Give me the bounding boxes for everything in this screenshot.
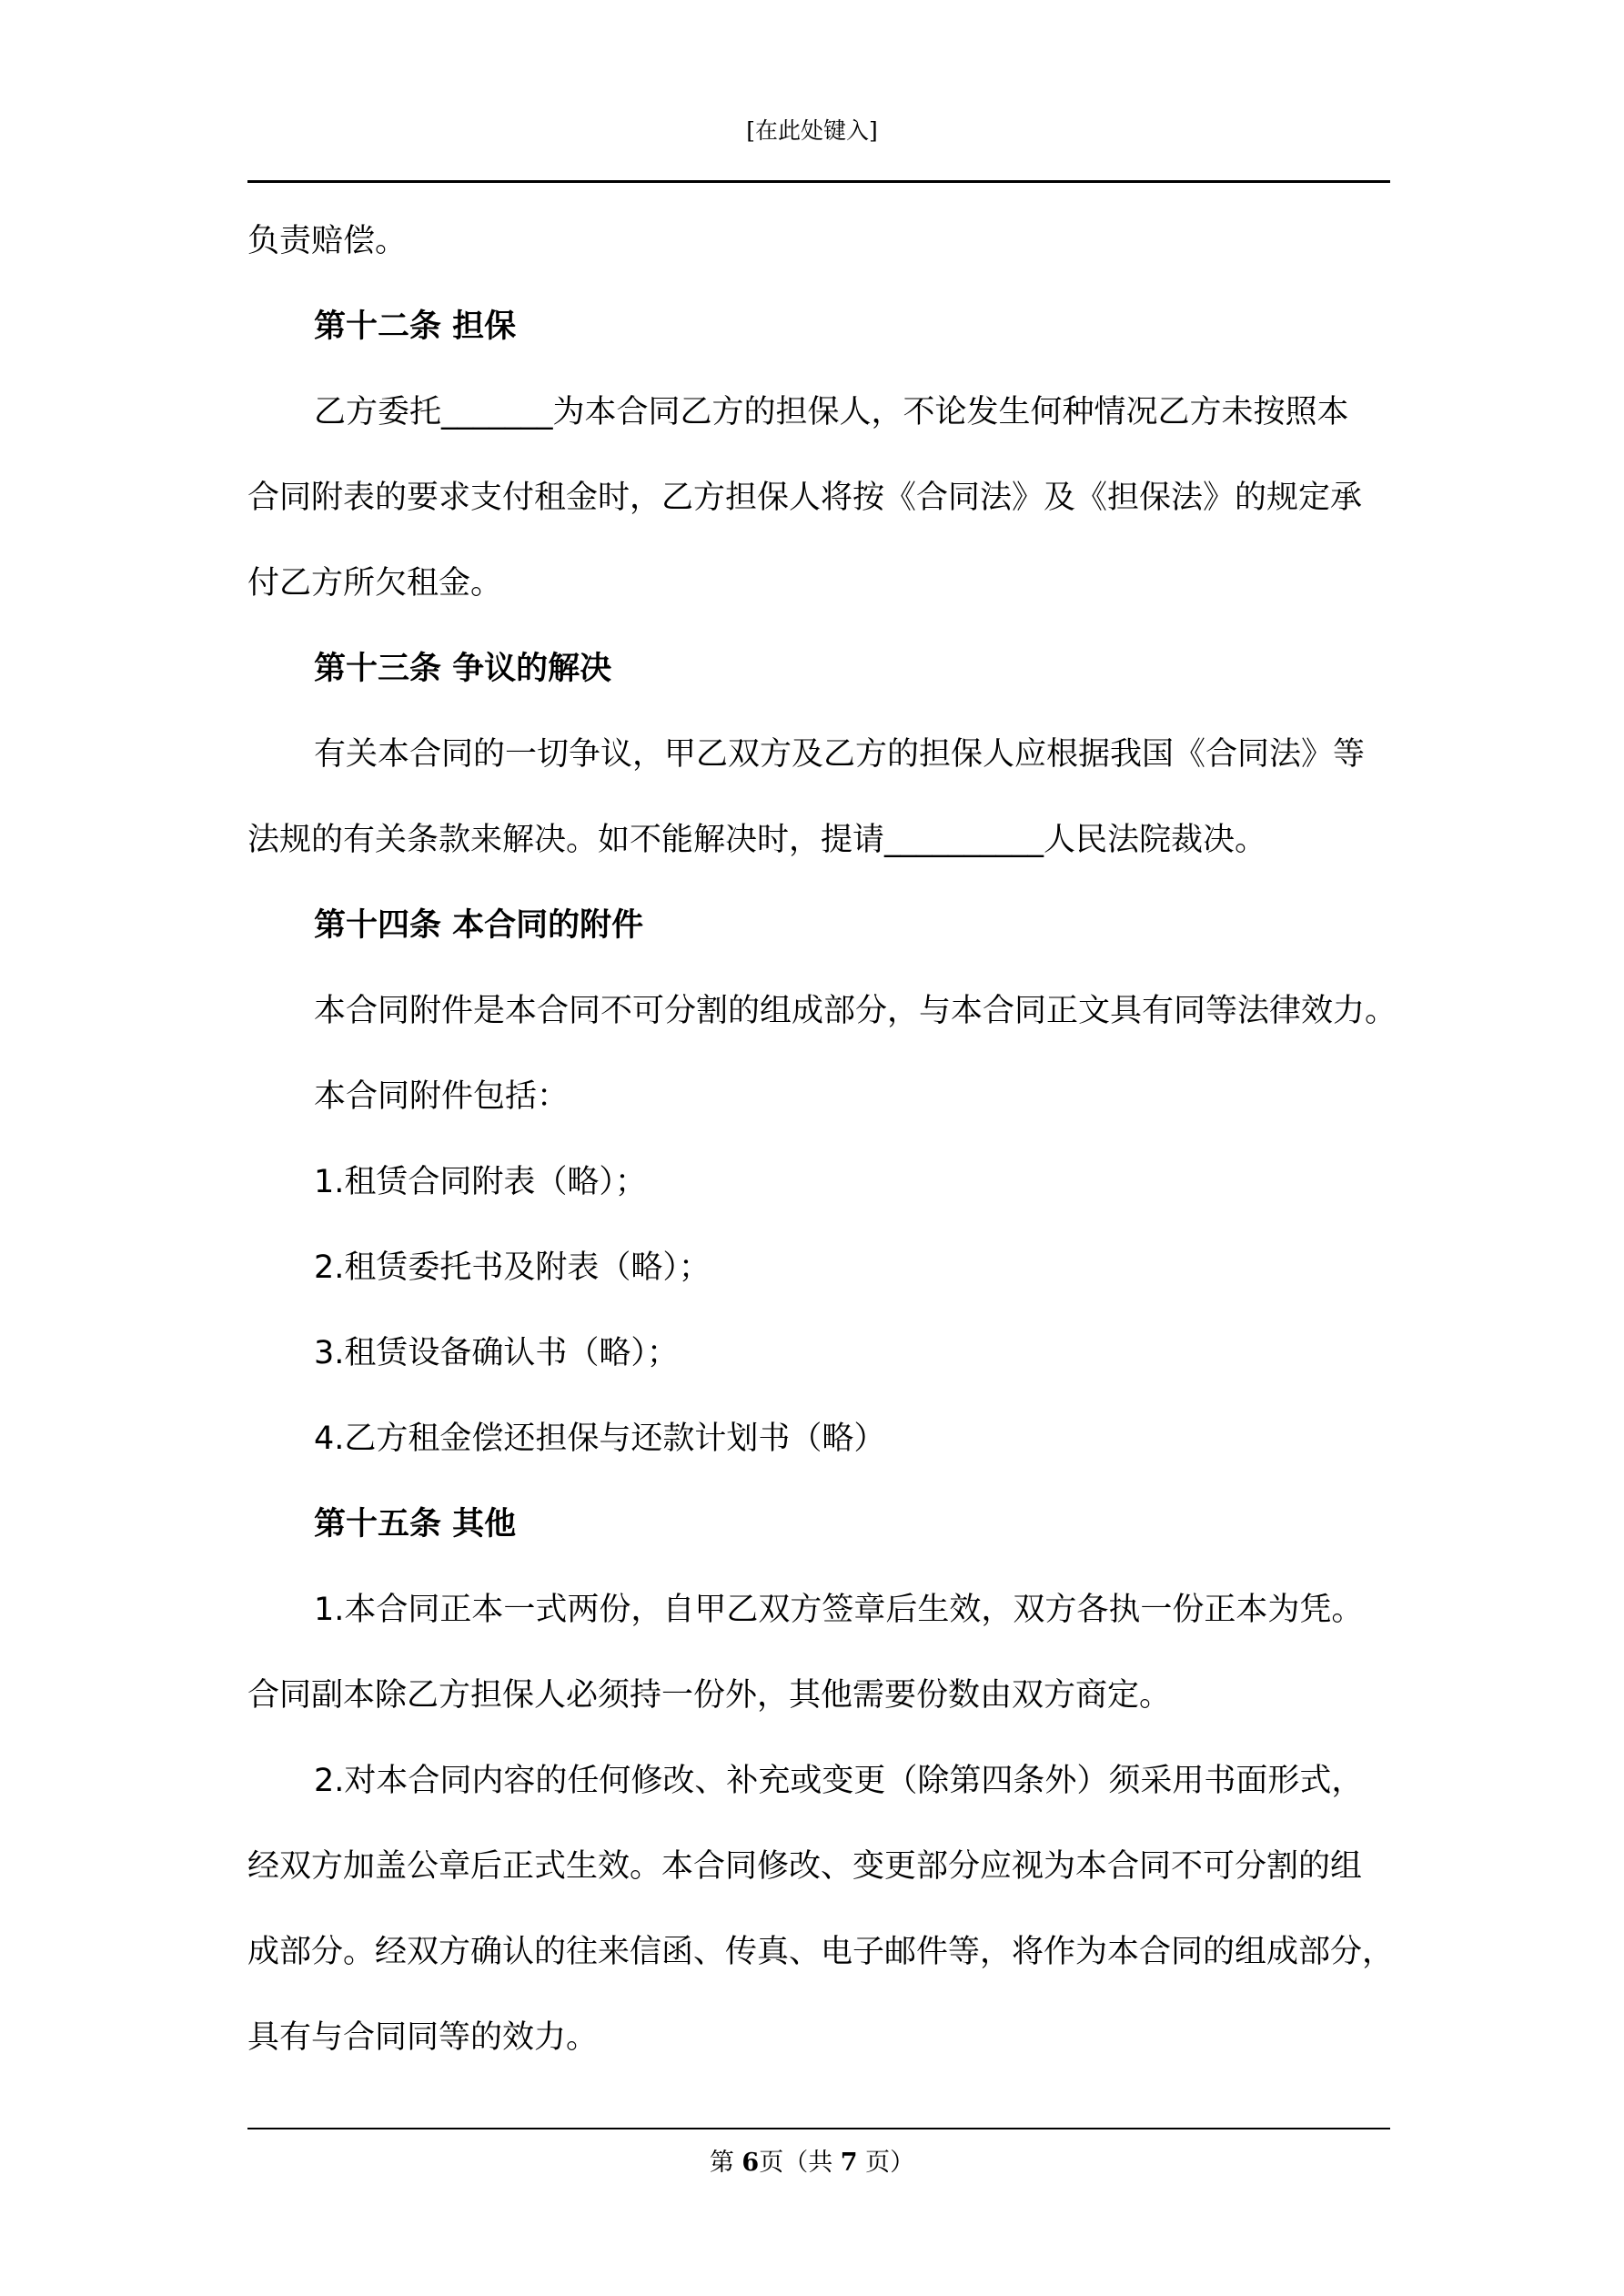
paragraph-line: 具有与合同同等的效力。 [247,2019,599,2056]
paragraph-line: 经双方加盖公章后正式生效。本合同修改、变更部分应视为本合同不可分割的组 [247,1848,1363,1885]
article-14-heading: 第十四条 本合同的附件 [314,907,644,944]
paragraph-line: 乙方委托_______为本合同乙方的担保人，不论发生何种情况乙方未按照本 [314,394,1349,430]
paragraph-line: 本合同附件是本合同不可分割的组成部分，与本合同正文具有同等法律效力。 [314,993,1397,1029]
page-header: [在此处键入] [746,117,878,144]
paragraph-line: 合同附表的要求支付租金时，乙方担保人将按《合同法》及《担保法》的规定承 [247,480,1363,516]
list-item: 4.乙方租金偿还担保与还款计划书（略） [314,1421,886,1457]
paragraph-line: 付乙方所欠租金。 [247,565,503,602]
footer-suffix: 页） [857,2149,915,2177]
paragraph-line: 负责赔偿。 [247,223,408,259]
footer-prefix: 第 [709,2149,742,2177]
paragraph-line: 法规的有关条款来解决。如不能解决时，提请__________人民法院裁决。 [247,822,1267,858]
footer-middle: 页（共 [759,2149,841,2177]
page-number: 6 [741,2149,760,2177]
document-body [247,209,1421,2091]
list-item: 1.租赁合同附表（略）； [314,1164,647,1200]
paragraph-line: 有关本合同的一切争议，甲乙双方及乙方的担保人应根据我国《合同法》等 [314,736,1366,773]
article-15-heading: 第十五条 其他 [314,1506,517,1542]
page-total: 7 [840,2149,858,2177]
list-item: 3.租赁设备确认书（略）； [314,1335,679,1371]
article-12-heading: 第十二条 担保 [314,308,517,345]
header-divider [247,180,1390,183]
paragraph-line: 2.对本合同内容的任何修改、补充或变更（除第四条外）须采用书面形式， [314,1763,1364,1799]
paragraph-line: 本合同附件包括： [314,1078,570,1115]
paragraph-line: 成部分。经双方确认的往来信函、传真、电子邮件等，将作为本合同的组成部分， [247,1934,1395,1970]
paragraph-line: 合同副本除乙方担保人必须持一份外，其他需要份数由双方商定。 [247,1677,1172,1714]
footer-divider [247,2128,1390,2129]
article-13-heading: 第十三条 争议的解决 [314,651,612,687]
paragraph-line: 1.本合同正本一式两份，自甲乙双方签章后生效，双方各执一份正本为凭。 [314,1592,1364,1628]
page-footer [0,2148,1624,2179]
list-item: 2.租赁委托书及附表（略）； [314,1249,711,1286]
